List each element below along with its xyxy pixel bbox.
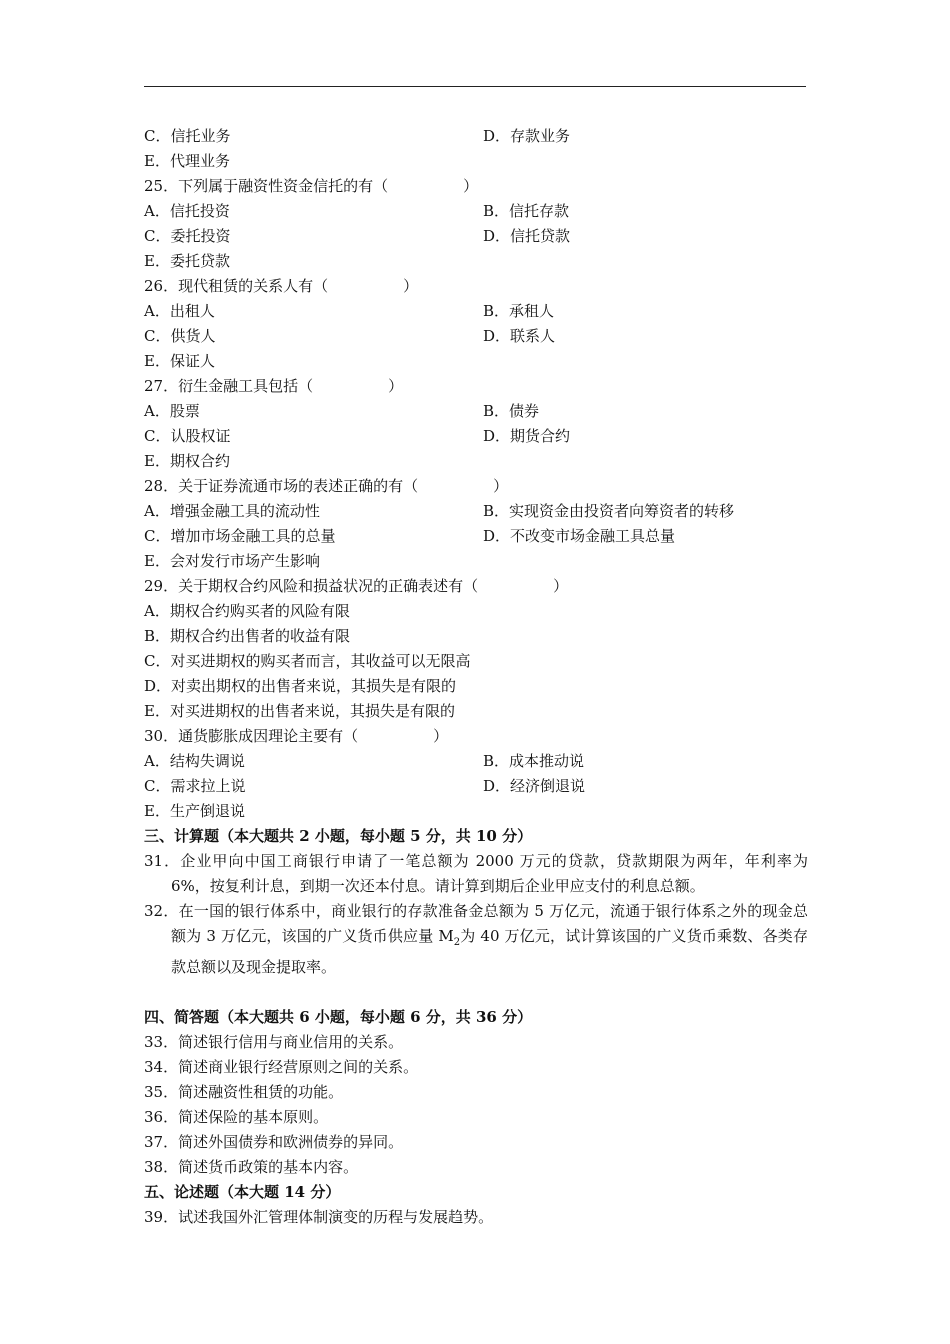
q25-option-c: C．委托投资 — [144, 227, 231, 245]
q29-option-e: E．对买进期权的出售者来说，其损失是有限的 — [144, 702, 455, 720]
q24-option-d: D．存款业务 — [483, 127, 571, 145]
q29-stem: 29．关于期权合约风险和损益状况的正确表述有（ ） — [144, 577, 569, 595]
q25-option-e: E．委托贷款 — [144, 252, 230, 270]
exam-page-content — [144, 124, 808, 1230]
q28-option-e: E．会对发行市场产生影响 — [144, 552, 320, 570]
q29-option-c: C．对买进期权的购买者而言，其收益可以无限高 — [144, 652, 471, 670]
q32-text — [144, 899, 808, 980]
q25-stem: 25．下列属于融资性资金信托的有（ ） — [144, 177, 479, 195]
q29-option-b: B．期权合约出售者的收益有限 — [144, 627, 351, 645]
q24-option-e: E．代理业务 — [144, 152, 230, 170]
section-5-heading: 五、论述题（本大题 14 分） — [144, 1183, 341, 1201]
q29-option-a: A．期权合约购买者的风险有限 — [144, 602, 350, 620]
section-4-heading: 四、简答题（本大题共 6 小题，每小题 6 分，共 36 分） — [144, 1008, 533, 1026]
q30-option-d: D．经济倒退说 — [483, 777, 586, 795]
q26-option-b: B．承租人 — [483, 302, 555, 320]
q27-options-ab — [144, 399, 808, 424]
q29-option-d: D．对卖出期权的出售者来说，其损失是有限的 — [144, 677, 457, 695]
q26-options-ab — [144, 299, 808, 324]
q25-option-a: A．信托投资 — [144, 202, 230, 220]
q34-text: 34．简述商业银行经营原则之间的关系。 — [144, 1058, 419, 1076]
q30-options-cd — [144, 774, 808, 799]
q30-option-c: C．需求拉上说 — [144, 777, 246, 795]
q26-option-d: D．联系人 — [483, 327, 556, 345]
q30-option-e: E．生产倒退说 — [144, 802, 245, 820]
q25-options-ab — [144, 199, 808, 224]
q28-options-ab — [144, 499, 808, 524]
q39-text: 39．试述我国外汇管理体制演变的历程与发展趋势。 — [144, 1208, 494, 1226]
q28-option-c: C．增加市场金融工具的总量 — [144, 527, 336, 545]
q26-stem: 26．现代租赁的关系人有（ ） — [144, 277, 419, 295]
q27-option-d: D．期货合约 — [483, 427, 571, 445]
q26-option-a: A．出租人 — [144, 302, 215, 320]
q24-option-c: C．信托业务 — [144, 127, 231, 145]
header-rule — [144, 86, 806, 87]
q25-option-d: D．信托贷款 — [483, 227, 571, 245]
q32-subscript: 2 — [453, 937, 461, 948]
q32-text-part2: 为 40 万亿元，试计算该国的广义货币乘数、各类存款总额以及现金提取率。 — [171, 927, 808, 976]
q27-option-a: A．股票 — [144, 402, 200, 420]
q28-option-d: D．不改变市场金融工具总量 — [483, 527, 676, 545]
q27-options-cd — [144, 424, 808, 449]
q25-option-b: B．信托存款 — [483, 202, 570, 220]
q30-option-b: B．成本推动说 — [483, 752, 585, 770]
q33-text: 33．简述银行信用与商业信用的关系。 — [144, 1033, 404, 1051]
q28-option-b: B．实现资金由投资者向筹资者的转移 — [483, 502, 735, 520]
q27-stem: 27．衍生金融工具包括（ ） — [144, 377, 404, 395]
q24-options-cd — [144, 124, 808, 149]
q26-option-c: C．供货人 — [144, 327, 216, 345]
q27-option-c: C．认股权证 — [144, 427, 231, 445]
section-spacer — [144, 980, 808, 1005]
q31-text: 31．企业甲向中国工商银行申请了一笔总额为 2000 万元的贷款，贷款期限为两年，年利率为 6%，按复利计息，到期一次还本付息。请计算到期后企业甲应支付的利息总额。 — [144, 852, 808, 895]
q26-option-e: E．保证人 — [144, 352, 215, 370]
q28-stem: 28．关于证券流通市场的表述正确的有（ ） — [144, 477, 509, 495]
q36-text: 36．简述保险的基本原则。 — [144, 1108, 329, 1126]
q27-option-e: E．期权合约 — [144, 452, 230, 470]
q28-options-cd — [144, 524, 808, 549]
q26-options-cd — [144, 324, 808, 349]
q35-text: 35．简述融资性租赁的功能。 — [144, 1083, 344, 1101]
q28-option-a: A．增强金融工具的流动性 — [144, 502, 320, 520]
q30-options-ab — [144, 749, 808, 774]
q32-text-part1: 32．在一国的银行体系中，商业银行的存款准备金总额为 5 万亿元，流通于银行体系之外的现金总额为 3 万亿元，该国的广义货币供应量 M — [144, 902, 808, 945]
q27-option-b: B．债券 — [483, 402, 540, 420]
section-3-heading: 三、计算题（本大题共 2 小题，每小题 5 分，共 10 分） — [144, 827, 533, 845]
q38-text: 38．简述货币政策的基本内容。 — [144, 1158, 359, 1176]
q37-text: 37．简述外国债券和欧洲债券的异同。 — [144, 1133, 404, 1151]
q30-option-a: A．结构失调说 — [144, 752, 245, 770]
q30-stem: 30．通货膨胀成因理论主要有（ ） — [144, 727, 449, 745]
q25-options-cd — [144, 224, 808, 249]
